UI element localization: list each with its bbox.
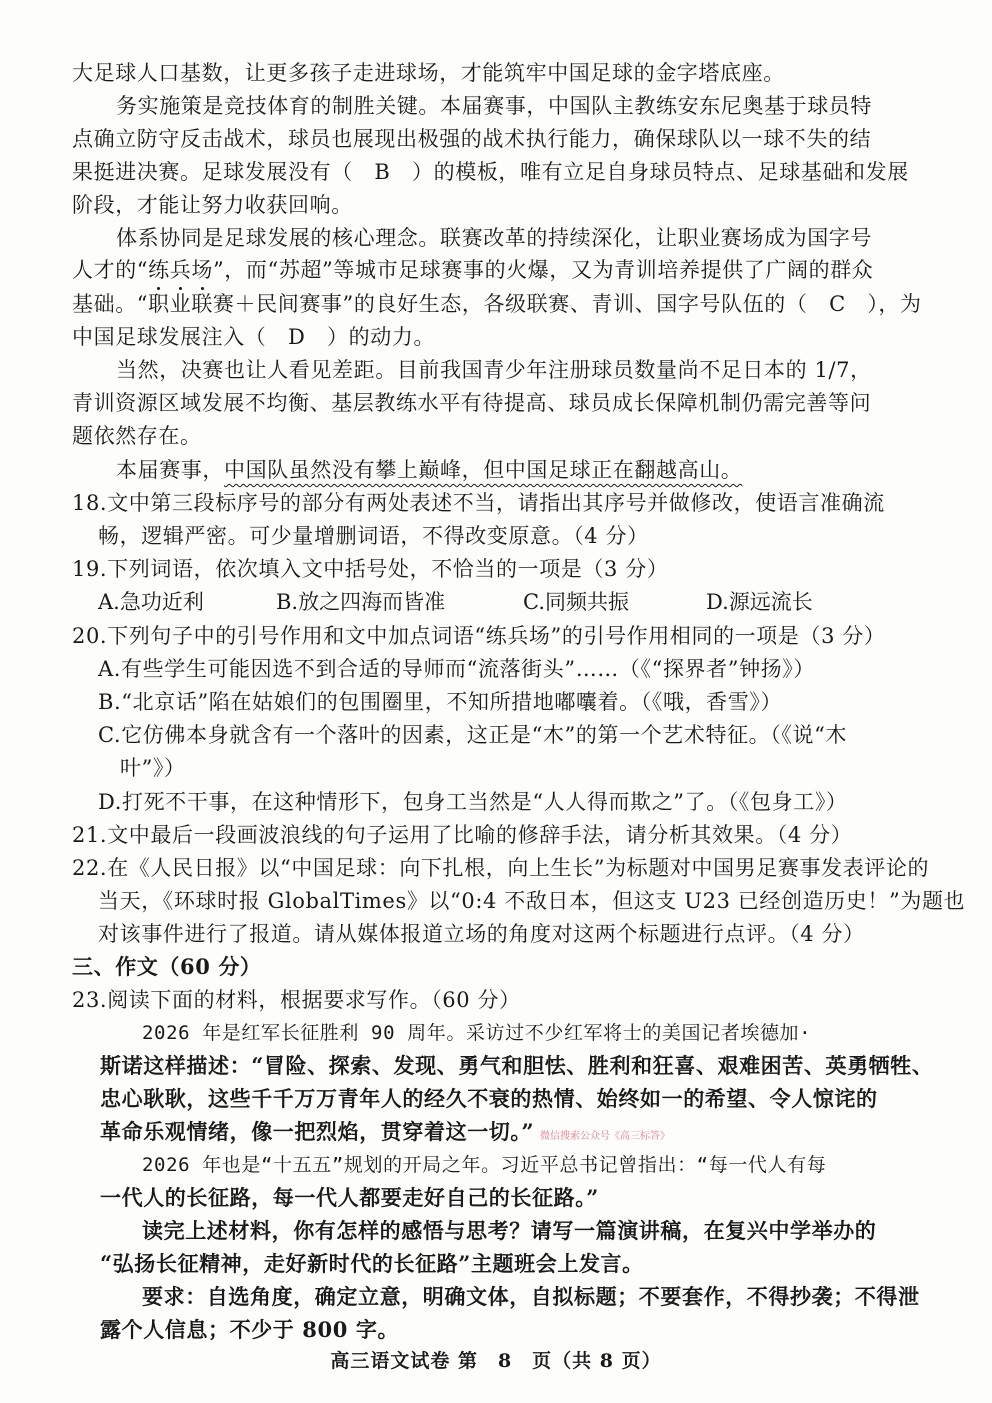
dotted-char: 兵	[170, 255, 192, 285]
question-19: 19.下列词语，依次填入文中括号处，不恰当的一项是（3 分）	[72, 557, 669, 581]
page-footer: 高三语文试卷 第 8 页（共 8 页）	[330, 1350, 662, 1372]
passage-line: 青训资源区域发展不均衡、基层教练水平有待提高、球员成长保障机制仍需完善等问	[72, 391, 872, 415]
option-b: B.放之四海而皆准	[276, 590, 446, 614]
question-19-options	[98, 587, 888, 617]
question-23: 23.阅读下面的材料，根据要求写作。（60 分）	[72, 988, 521, 1012]
material-line: 忠心耿耿，这些千千万万青年人的经久不衰的热情、始终如一的希望、令人惊诧的	[100, 1086, 878, 1111]
passage-line: 果挺进决赛。足球发展没有（ B ）的模板，唯有立足自身球员特点、足球基础和发展	[72, 160, 909, 184]
passage-line: 大足球人口基数，让更多孩子走进球场，才能筑牢中国足球的金字塔底座。	[72, 61, 785, 85]
material-line: 革命乐观情绪，像一把烈焰，贯穿着这一切。”	[100, 1119, 535, 1144]
passage-line: 题依然存在。	[72, 424, 202, 448]
material-line: “弘扬长征精神，走好新时代的长征路”主题班会上发言。	[100, 1251, 644, 1276]
material-line: 斯诺这样描述：“冒险、探索、发现、勇气和胆怯、胜利和狂喜、艰难困苦、英勇牺牲、	[100, 1053, 934, 1078]
passage-line: 本届赛事，中国队虽然没有攀上巅峰，但中国足球正在翻越高山。	[116, 458, 743, 482]
passage-line: 基础。“职业联赛＋民间赛事”的良好生态，各级联赛、青训、国字号队伍的（ C ），为	[72, 292, 922, 316]
question-18-cont: 畅，逻辑严密。可少量增删词语，不得改变原意。（4 分）	[98, 524, 649, 548]
material-line: 一代人的长征路，每一代人都要走好自己的长征路。”	[100, 1185, 599, 1210]
question-20-option-d: D.打死不干事，在这种情形下，包身工当然是“人人得而欺之”了。（《包身工》）	[98, 790, 848, 814]
option-c: C.同频共振	[523, 590, 629, 614]
requirement-line: 要求：自选角度，确定立意，明确文体，自拟标题；不要套作，不得抄袭；不得泄	[142, 1284, 920, 1309]
question-22: 22.在《人民日报》以“中国足球：向下扎根，向上生长”为标题对中国男足赛事发表评论的	[72, 856, 930, 880]
dotted-word	[148, 258, 213, 282]
passage-line: 体系协同是足球发展的核心理念。联赛改革的持续深化，让职业赛场成为国字号	[116, 226, 872, 250]
dotted-char: 场	[191, 255, 213, 285]
question-18: 18.文中第三段标序号的部分有两处表述不当，请指出其序号并做修改，使语言准确流	[72, 491, 885, 515]
dotted-char: 练	[148, 255, 170, 285]
option-a: A.急功近利	[98, 590, 204, 614]
wavy-underlined-sentence: 中国队虽然没有攀上巅峰，但中国足球正在翻越高山。	[224, 458, 743, 482]
passage-line: 点确立防守反击战术，球员也展现出极强的战术执行能力，确保球队以一球不失的结	[72, 127, 872, 151]
requirement-line: 露个人信息；不少于 800 字。	[100, 1317, 400, 1342]
passage-line: 当然，决赛也让人看见差距。目前我国青少年注册球员数量尚不足日本的 1/7，	[116, 358, 872, 382]
passage-line: 务实施策是竞技体育的制胜关键。本届赛事，中国队主教练安东尼奥基于球员特	[116, 94, 872, 118]
passage-line: 中国足球发展注入（ D ）的动力。	[72, 325, 436, 349]
material-line: 2026 年是红军长征胜利 90 周年。采访过不少红军将士的美国记者埃德加·	[142, 1022, 812, 1044]
question-20: 20.下列句子中的引号作用和文中加点词语“练兵场”的引号作用相同的一项是（3 分）	[72, 624, 886, 648]
question-22-cont: 对该事件进行了报道。请从媒体报道立场的角度对这两个标题进行点评。（4 分）	[98, 922, 865, 946]
material-line: 2026 年也是“十五五”规划的开局之年。习近平总书记曾指出：“每一代人有每	[142, 1154, 827, 1176]
question-22-cont: 当天，《环球时报 GlobalTimes》以“0:4 不敌日本，但这支 U23 已经创造历史！”为题也	[98, 889, 966, 913]
question-20-option-a: A.有些学生可能因选不到合适的导师而“流落街头”……（《“探界者”钟扬》）	[98, 657, 815, 681]
option-d: D.源远流长	[706, 590, 813, 614]
passage-line: 人才的“练兵场”，而“苏超”等城市足球赛事的火爆，又为青训培养提供了广阔的群众	[72, 255, 922, 285]
question-21: 21.文中最后一段画波浪线的句子运用了比喻的修辞手法，请分析其效果。（4 分）	[72, 823, 853, 847]
question-20-option-b: B.“北京话”陷在姑娘们的包围圈里，不知所措地嘟囔着。（《哦，香雪》）	[98, 690, 783, 714]
question-20-option-c-cont: 叶”》）	[120, 756, 186, 780]
material-line: 读完上述材料，你有怎样的感悟与思考？请写一篇演讲稿，在复兴中学举办的	[142, 1218, 877, 1243]
section-heading: 三、作文（60 分）	[72, 954, 262, 979]
watermark: 微信搜索公众号《高三标答》	[540, 1131, 670, 1142]
passage-line: 阶段，才能让努力收获回响。	[72, 193, 353, 217]
question-20-option-c: C.它仿佛本身就含有一个落叶的因素，这正是“木”的第一个艺术特征。（《说“木	[98, 723, 847, 747]
